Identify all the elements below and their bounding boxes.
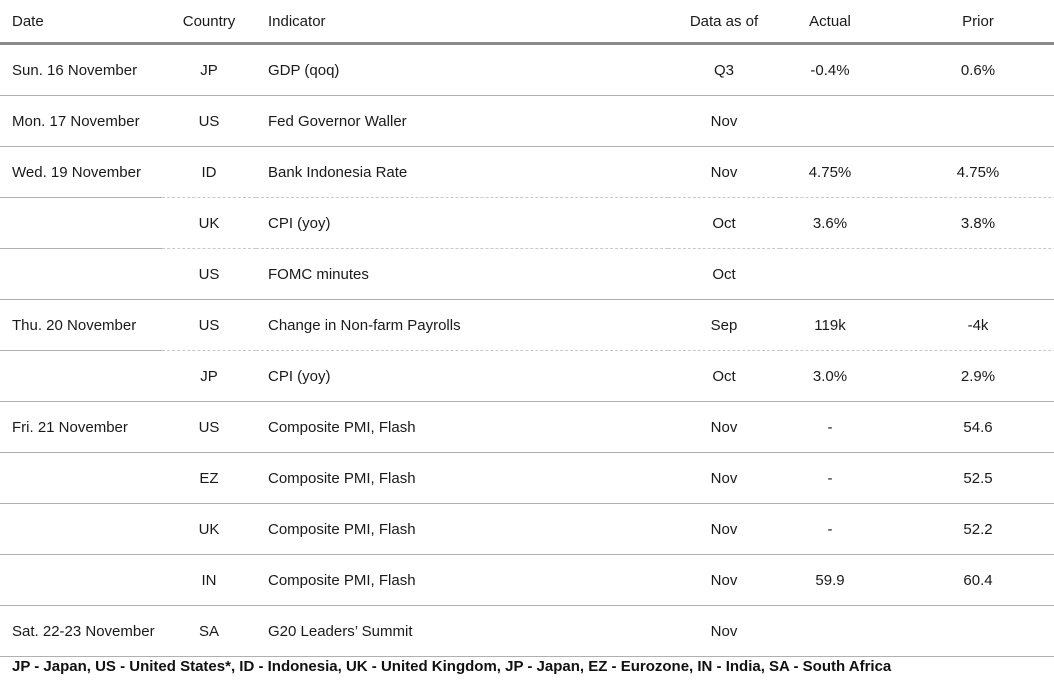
header-prior: Prior [880, 0, 1054, 44]
cell-date: Sun. 16 November [0, 44, 162, 96]
cell-prior: 2.9% [880, 351, 1054, 402]
cell-as-of: Oct [668, 198, 780, 249]
cell-actual [780, 606, 880, 657]
cell-prior: 4.75% [880, 147, 1054, 198]
cell-country: US [162, 249, 256, 300]
cell-indicator: Composite PMI, Flash [256, 504, 668, 555]
cell-indicator: CPI (yoy) [256, 351, 668, 402]
cell-prior [880, 96, 1054, 147]
cell-date [0, 249, 162, 300]
table-row [0, 198, 1054, 249]
cell-prior: 52.5 [880, 453, 1054, 504]
table-row [0, 300, 1054, 351]
cell-country: IN [162, 555, 256, 606]
cell-country: JP [162, 44, 256, 96]
cell-as-of: Nov [668, 96, 780, 147]
table-row [0, 249, 1054, 300]
country-legend-footnote: JP - Japan, US - United States*, ID - Indonesia, UK - United Kingdom, JP - Japan, EZ - Eurozone, IN - India, SA - South Africa [12, 658, 892, 675]
cell-country: US [162, 402, 256, 453]
cell-actual: 4.75% [780, 147, 880, 198]
cell-prior: 54.6 [880, 402, 1054, 453]
cell-date [0, 198, 162, 249]
table-row [0, 504, 1054, 555]
table-row [0, 96, 1054, 147]
cell-as-of: Sep [668, 300, 780, 351]
cell-country: US [162, 300, 256, 351]
table-row [0, 44, 1054, 96]
cell-country: UK [162, 198, 256, 249]
table-row [0, 147, 1054, 198]
cell-actual: - [780, 402, 880, 453]
cell-indicator: CPI (yoy) [256, 198, 668, 249]
cell-indicator: Composite PMI, Flash [256, 555, 668, 606]
cell-actual: - [780, 504, 880, 555]
cell-indicator: G20 Leaders’ Summit [256, 606, 668, 657]
cell-prior: 0.6% [880, 44, 1054, 96]
cell-prior: -4k [880, 300, 1054, 351]
cell-as-of: Nov [668, 606, 780, 657]
cell-indicator: Fed Governor Waller [256, 96, 668, 147]
cell-as-of: Oct [668, 351, 780, 402]
cell-indicator: GDP (qoq) [256, 44, 668, 96]
cell-actual: 3.6% [780, 198, 880, 249]
cell-indicator: Bank Indonesia Rate [256, 147, 668, 198]
cell-country: SA [162, 606, 256, 657]
table-row [0, 606, 1054, 657]
cell-actual [780, 249, 880, 300]
cell-date: Wed. 19 November [0, 147, 162, 198]
cell-date [0, 453, 162, 504]
cell-actual [780, 96, 880, 147]
cell-indicator: Composite PMI, Flash [256, 402, 668, 453]
cell-actual: - [780, 453, 880, 504]
cell-date: Thu. 20 November [0, 300, 162, 351]
header-actual: Actual [780, 0, 880, 44]
cell-country: UK [162, 504, 256, 555]
cell-actual: 119k [780, 300, 880, 351]
table-row [0, 453, 1054, 504]
cell-indicator: Change in Non-farm Payrolls [256, 300, 668, 351]
cell-actual: -0.4% [780, 44, 880, 96]
cell-country: EZ [162, 453, 256, 504]
cell-actual: 59.9 [780, 555, 880, 606]
cell-date [0, 555, 162, 606]
cell-as-of: Nov [668, 555, 780, 606]
table-row [0, 402, 1054, 453]
cell-country: ID [162, 147, 256, 198]
cell-country: US [162, 96, 256, 147]
header-country: Country [162, 0, 256, 44]
cell-date: Sat. 22-23 November [0, 606, 162, 657]
cell-actual: 3.0% [780, 351, 880, 402]
table-row [0, 555, 1054, 606]
cell-as-of: Oct [668, 249, 780, 300]
cell-date [0, 504, 162, 555]
header-indicator: Indicator [256, 0, 668, 44]
header-date: Date [0, 0, 162, 44]
cell-as-of: Nov [668, 402, 780, 453]
cell-indicator: Composite PMI, Flash [256, 453, 668, 504]
cell-date: Fri. 21 November [0, 402, 162, 453]
cell-as-of: Nov [668, 147, 780, 198]
cell-prior: 3.8% [880, 198, 1054, 249]
cell-date: Mon. 17 November [0, 96, 162, 147]
cell-as-of: Nov [668, 504, 780, 555]
cell-prior: 52.2 [880, 504, 1054, 555]
header-data-as-of: Data as of [668, 0, 780, 44]
cell-date [0, 351, 162, 402]
cell-indicator: FOMC minutes [256, 249, 668, 300]
header-row [0, 0, 1054, 44]
cell-country: JP [162, 351, 256, 402]
cell-as-of: Nov [668, 453, 780, 504]
cell-prior: 60.4 [880, 555, 1054, 606]
cell-as-of: Q3 [668, 44, 780, 96]
cell-prior [880, 249, 1054, 300]
cell-prior [880, 606, 1054, 657]
table-row [0, 351, 1054, 402]
